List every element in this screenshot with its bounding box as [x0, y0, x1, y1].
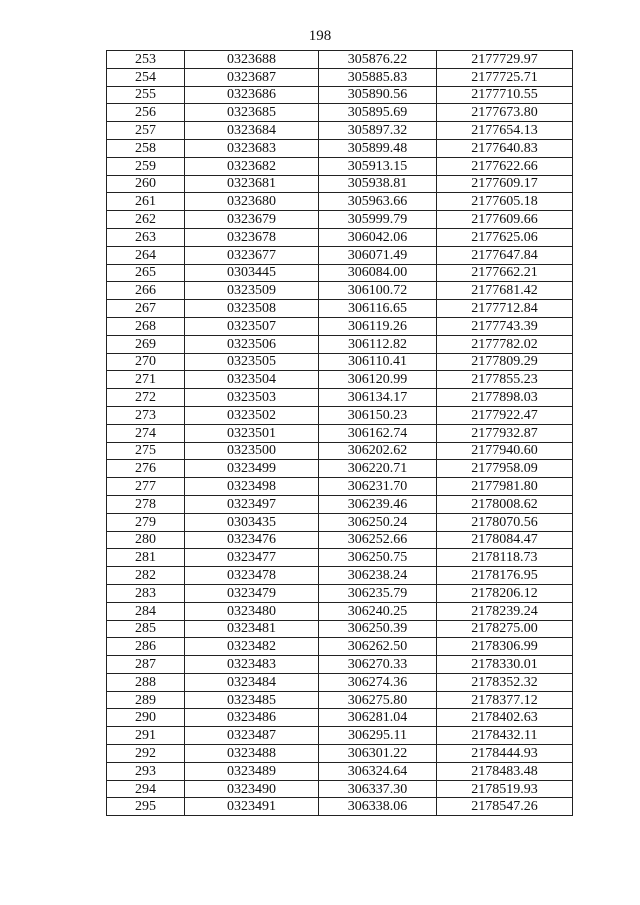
x-coordinate-cell: 306162.74 — [319, 424, 437, 442]
point-id-cell: 0303435 — [185, 513, 319, 531]
table-row — [107, 584, 573, 602]
table-row — [107, 175, 573, 193]
point-number-cell: 255 — [107, 86, 185, 104]
x-coordinate-cell: 306134.17 — [319, 389, 437, 407]
point-number-cell: 273 — [107, 406, 185, 424]
table-row — [107, 673, 573, 691]
y-coordinate-cell: 2177605.18 — [437, 193, 573, 211]
point-number-cell: 289 — [107, 691, 185, 709]
point-number-cell: 277 — [107, 478, 185, 496]
y-coordinate-cell: 2177640.83 — [437, 139, 573, 157]
x-coordinate-cell: 306235.79 — [319, 584, 437, 602]
y-coordinate-cell: 2177609.66 — [437, 211, 573, 229]
y-coordinate-cell: 2177855.23 — [437, 371, 573, 389]
y-coordinate-cell: 2177609.17 — [437, 175, 573, 193]
table-row — [107, 727, 573, 745]
y-coordinate-cell: 2178306.99 — [437, 638, 573, 656]
table-row — [107, 424, 573, 442]
point-id-cell: 0323687 — [185, 68, 319, 86]
point-id-cell: 0323491 — [185, 798, 319, 816]
y-coordinate-cell: 2178070.56 — [437, 513, 573, 531]
table-row — [107, 300, 573, 318]
x-coordinate-cell: 305999.79 — [319, 211, 437, 229]
point-id-cell: 0323499 — [185, 460, 319, 478]
point-number-cell: 295 — [107, 798, 185, 816]
point-number-cell: 254 — [107, 68, 185, 86]
x-coordinate-cell: 306337.30 — [319, 780, 437, 798]
x-coordinate-cell: 305938.81 — [319, 175, 437, 193]
x-coordinate-cell: 306324.64 — [319, 762, 437, 780]
y-coordinate-cell: 2177729.97 — [437, 51, 573, 69]
x-coordinate-cell: 306270.33 — [319, 656, 437, 674]
point-number-cell: 268 — [107, 317, 185, 335]
y-coordinate-cell: 2178483.48 — [437, 762, 573, 780]
x-coordinate-cell: 306301.22 — [319, 745, 437, 763]
x-coordinate-cell: 306112.82 — [319, 335, 437, 353]
y-coordinate-cell: 2177958.09 — [437, 460, 573, 478]
table-row — [107, 86, 573, 104]
table-row — [107, 780, 573, 798]
point-number-cell: 274 — [107, 424, 185, 442]
coordinates-table — [106, 50, 573, 816]
x-coordinate-cell: 306262.50 — [319, 638, 437, 656]
y-coordinate-cell: 2177898.03 — [437, 389, 573, 407]
y-coordinate-cell: 2177981.80 — [437, 478, 573, 496]
table-row — [107, 211, 573, 229]
y-coordinate-cell: 2177681.42 — [437, 282, 573, 300]
point-number-cell: 293 — [107, 762, 185, 780]
x-coordinate-cell: 305913.15 — [319, 157, 437, 175]
table-row — [107, 264, 573, 282]
x-coordinate-cell: 306338.06 — [319, 798, 437, 816]
table-row — [107, 495, 573, 513]
point-id-cell: 0323498 — [185, 478, 319, 496]
point-id-cell: 0323680 — [185, 193, 319, 211]
point-number-cell: 276 — [107, 460, 185, 478]
point-id-cell: 0323685 — [185, 104, 319, 122]
point-number-cell: 278 — [107, 495, 185, 513]
x-coordinate-cell: 306281.04 — [319, 709, 437, 727]
point-number-cell: 262 — [107, 211, 185, 229]
table-row — [107, 549, 573, 567]
point-id-cell: 0323486 — [185, 709, 319, 727]
point-id-cell: 0323688 — [185, 51, 319, 69]
point-id-cell: 0323497 — [185, 495, 319, 513]
table-row — [107, 406, 573, 424]
point-id-cell: 0323503 — [185, 389, 319, 407]
x-coordinate-cell: 306116.65 — [319, 300, 437, 318]
point-number-cell: 281 — [107, 549, 185, 567]
point-number-cell: 257 — [107, 122, 185, 140]
page-number: 198 — [308, 28, 332, 44]
x-coordinate-cell: 306202.62 — [319, 442, 437, 460]
point-id-cell: 0323505 — [185, 353, 319, 371]
y-coordinate-cell: 2177712.84 — [437, 300, 573, 318]
table-row — [107, 798, 573, 816]
point-id-cell: 0323482 — [185, 638, 319, 656]
table-row — [107, 691, 573, 709]
point-id-cell: 0323507 — [185, 317, 319, 335]
point-id-cell: 0323681 — [185, 175, 319, 193]
point-number-cell: 259 — [107, 157, 185, 175]
x-coordinate-cell: 306275.80 — [319, 691, 437, 709]
x-coordinate-cell: 306110.41 — [319, 353, 437, 371]
x-coordinate-cell: 306100.72 — [319, 282, 437, 300]
point-number-cell: 267 — [107, 300, 185, 318]
point-number-cell: 282 — [107, 567, 185, 585]
x-coordinate-cell: 305885.83 — [319, 68, 437, 86]
table-row — [107, 709, 573, 727]
point-id-cell: 0323479 — [185, 584, 319, 602]
table-row — [107, 478, 573, 496]
table-row — [107, 442, 573, 460]
point-id-cell: 0323500 — [185, 442, 319, 460]
point-id-cell: 0323476 — [185, 531, 319, 549]
y-coordinate-cell: 2178444.93 — [437, 745, 573, 763]
point-id-cell: 0323489 — [185, 762, 319, 780]
y-coordinate-cell: 2177743.39 — [437, 317, 573, 335]
y-coordinate-cell: 2177932.87 — [437, 424, 573, 442]
point-number-cell: 290 — [107, 709, 185, 727]
point-number-cell: 260 — [107, 175, 185, 193]
y-coordinate-cell: 2178547.26 — [437, 798, 573, 816]
table-row — [107, 68, 573, 86]
x-coordinate-cell: 306119.26 — [319, 317, 437, 335]
y-coordinate-cell: 2178239.24 — [437, 602, 573, 620]
table-row — [107, 371, 573, 389]
table-row — [107, 460, 573, 478]
point-number-cell: 292 — [107, 745, 185, 763]
y-coordinate-cell: 2177662.21 — [437, 264, 573, 282]
table-row — [107, 104, 573, 122]
y-coordinate-cell: 2177940.60 — [437, 442, 573, 460]
y-coordinate-cell: 2177625.06 — [437, 228, 573, 246]
table-row — [107, 762, 573, 780]
y-coordinate-cell: 2178275.00 — [437, 620, 573, 638]
table-row — [107, 531, 573, 549]
point-number-cell: 280 — [107, 531, 185, 549]
point-id-cell: 0323483 — [185, 656, 319, 674]
point-id-cell: 0323678 — [185, 228, 319, 246]
y-coordinate-cell: 2178377.12 — [437, 691, 573, 709]
point-id-cell: 0323501 — [185, 424, 319, 442]
x-coordinate-cell: 306084.00 — [319, 264, 437, 282]
table-row — [107, 51, 573, 69]
point-number-cell: 288 — [107, 673, 185, 691]
x-coordinate-cell: 306071.49 — [319, 246, 437, 264]
y-coordinate-cell: 2178519.93 — [437, 780, 573, 798]
y-coordinate-cell: 2178330.01 — [437, 656, 573, 674]
x-coordinate-cell: 306220.71 — [319, 460, 437, 478]
y-coordinate-cell: 2178176.95 — [437, 567, 573, 585]
point-id-cell: 0323686 — [185, 86, 319, 104]
x-coordinate-cell: 305963.66 — [319, 193, 437, 211]
y-coordinate-cell: 2178084.47 — [437, 531, 573, 549]
point-id-cell: 0323509 — [185, 282, 319, 300]
point-id-cell: 0323490 — [185, 780, 319, 798]
x-coordinate-cell: 306239.46 — [319, 495, 437, 513]
point-number-cell: 279 — [107, 513, 185, 531]
x-coordinate-cell: 306250.75 — [319, 549, 437, 567]
point-id-cell: 0323508 — [185, 300, 319, 318]
x-coordinate-cell: 305899.48 — [319, 139, 437, 157]
point-number-cell: 291 — [107, 727, 185, 745]
point-number-cell: 287 — [107, 656, 185, 674]
point-id-cell: 0323506 — [185, 335, 319, 353]
table-row — [107, 193, 573, 211]
point-id-cell: 0323682 — [185, 157, 319, 175]
point-number-cell: 258 — [107, 139, 185, 157]
y-coordinate-cell: 2178008.62 — [437, 495, 573, 513]
point-id-cell: 0323478 — [185, 567, 319, 585]
y-coordinate-cell: 2177809.29 — [437, 353, 573, 371]
x-coordinate-cell: 306274.36 — [319, 673, 437, 691]
point-id-cell: 0323487 — [185, 727, 319, 745]
table-row — [107, 638, 573, 656]
point-id-cell: 0323485 — [185, 691, 319, 709]
y-coordinate-cell: 2178118.73 — [437, 549, 573, 567]
table-row — [107, 228, 573, 246]
point-number-cell: 261 — [107, 193, 185, 211]
x-coordinate-cell: 305897.32 — [319, 122, 437, 140]
point-id-cell: 0323684 — [185, 122, 319, 140]
point-number-cell: 264 — [107, 246, 185, 264]
x-coordinate-cell: 305876.22 — [319, 51, 437, 69]
point-number-cell: 283 — [107, 584, 185, 602]
y-coordinate-cell: 2177725.71 — [437, 68, 573, 86]
y-coordinate-cell: 2178206.12 — [437, 584, 573, 602]
table-row — [107, 246, 573, 264]
y-coordinate-cell: 2177782.02 — [437, 335, 573, 353]
point-number-cell: 266 — [107, 282, 185, 300]
table-row — [107, 602, 573, 620]
coordinates-table-body — [107, 51, 573, 816]
point-number-cell: 270 — [107, 353, 185, 371]
point-number-cell: 285 — [107, 620, 185, 638]
point-number-cell: 284 — [107, 602, 185, 620]
table-row — [107, 513, 573, 531]
x-coordinate-cell: 306250.24 — [319, 513, 437, 531]
table-row — [107, 353, 573, 371]
point-id-cell: 0323677 — [185, 246, 319, 264]
point-id-cell: 0323504 — [185, 371, 319, 389]
point-number-cell: 294 — [107, 780, 185, 798]
x-coordinate-cell: 306238.24 — [319, 567, 437, 585]
point-id-cell: 0323477 — [185, 549, 319, 567]
table-row — [107, 335, 573, 353]
point-number-cell: 269 — [107, 335, 185, 353]
y-coordinate-cell: 2177673.80 — [437, 104, 573, 122]
point-number-cell: 263 — [107, 228, 185, 246]
y-coordinate-cell: 2178402.63 — [437, 709, 573, 727]
point-id-cell: 0323683 — [185, 139, 319, 157]
point-id-cell: 0323480 — [185, 602, 319, 620]
x-coordinate-cell: 305895.69 — [319, 104, 437, 122]
x-coordinate-cell: 306295.11 — [319, 727, 437, 745]
x-coordinate-cell: 306042.06 — [319, 228, 437, 246]
x-coordinate-cell: 306250.39 — [319, 620, 437, 638]
point-number-cell: 253 — [107, 51, 185, 69]
point-number-cell: 286 — [107, 638, 185, 656]
x-coordinate-cell: 306150.23 — [319, 406, 437, 424]
point-number-cell: 275 — [107, 442, 185, 460]
y-coordinate-cell: 2178352.32 — [437, 673, 573, 691]
y-coordinate-cell: 2177922.47 — [437, 406, 573, 424]
table-row — [107, 620, 573, 638]
y-coordinate-cell: 2178432.11 — [437, 727, 573, 745]
point-id-cell: 0323488 — [185, 745, 319, 763]
table-row — [107, 656, 573, 674]
point-number-cell: 256 — [107, 104, 185, 122]
point-id-cell: 0303445 — [185, 264, 319, 282]
x-coordinate-cell: 306252.66 — [319, 531, 437, 549]
y-coordinate-cell: 2177622.66 — [437, 157, 573, 175]
x-coordinate-cell: 305890.56 — [319, 86, 437, 104]
point-number-cell: 272 — [107, 389, 185, 407]
point-id-cell: 0323502 — [185, 406, 319, 424]
table-row — [107, 317, 573, 335]
table-row — [107, 389, 573, 407]
point-id-cell: 0323484 — [185, 673, 319, 691]
table-row — [107, 567, 573, 585]
point-id-cell: 0323679 — [185, 211, 319, 229]
point-number-cell: 265 — [107, 264, 185, 282]
point-number-cell: 271 — [107, 371, 185, 389]
table-row — [107, 157, 573, 175]
y-coordinate-cell: 2177654.13 — [437, 122, 573, 140]
y-coordinate-cell: 2177710.55 — [437, 86, 573, 104]
table-row — [107, 282, 573, 300]
x-coordinate-cell: 306120.99 — [319, 371, 437, 389]
y-coordinate-cell: 2177647.84 — [437, 246, 573, 264]
x-coordinate-cell: 306240.25 — [319, 602, 437, 620]
table-row — [107, 745, 573, 763]
point-id-cell: 0323481 — [185, 620, 319, 638]
table-row — [107, 139, 573, 157]
x-coordinate-cell: 306231.70 — [319, 478, 437, 496]
table-row — [107, 122, 573, 140]
